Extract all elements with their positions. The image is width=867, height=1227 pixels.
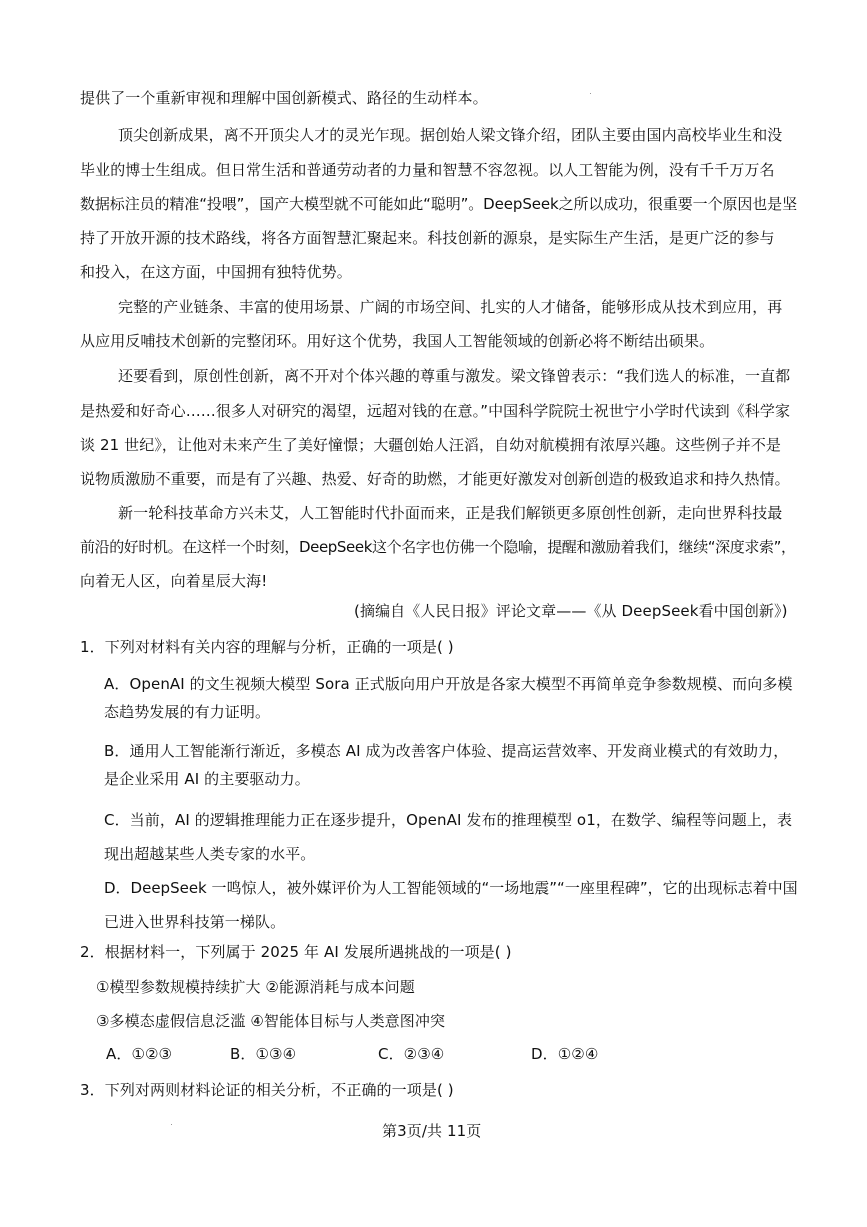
paragraph-line: 顶尖创新成果，离不开顶尖人才的灵光乍现。据创始人梁文锋介绍，团队主要由国内高校毕业生和没	[118, 126, 783, 144]
paragraph-line: 还要看到，原创性创新，离不开对个体兴趣的尊重与激发。梁文锋曾表示：“我们选人的标准，一直都	[118, 367, 791, 385]
q2-items-row-2: ③多模态虚假信息泛滥 ④智能体目标与人类意图冲突	[96, 1012, 446, 1030]
q2-choice-a: A．①②③	[106, 1045, 173, 1063]
q2-items-row-1: ①模型参数规模持续扩大 ②能源消耗与成本问题	[96, 978, 415, 996]
q2-choice-d: D．①②④	[531, 1045, 599, 1063]
q1-option-b-cont: 是企业采用 AI 的主要驱动力。	[104, 770, 310, 788]
question-1-stem: 1．下列对材料有关内容的理解与分析，正确的一项是( )	[80, 638, 454, 656]
scan-speck	[171, 1124, 172, 1125]
paragraph-line: 谈 21 世纪》，让他对未来产生了美好憧憬；大疆创始人汪滔，自幼对航模拥有浓厚兴趣。这些例子并不是	[80, 436, 782, 454]
paragraph-line: 新一轮科技革命方兴未艾，人工智能时代扑面而来，正是我们解锁更多原创性创新，走向世界科技最	[118, 504, 783, 522]
paragraph-line: 毕业的博士生组成。但日常生活和普通劳动者的力量和智慧不容忽视。以人工智能为例，没有千千万万名	[80, 161, 775, 179]
paragraph-line: 向着无人区，向着星辰大海!	[80, 572, 268, 590]
scan-speck	[590, 93, 591, 94]
paragraph-line: 前沿的好时机。在这样一个时刻，DeepSeek这个名字也仿佛一个隐喻，提醒和激励着我们，继续“深度求索”，	[80, 538, 796, 556]
paragraph-line: 从应用反哺技术创新的完整闭环。用好这个优势，我国人工智能领域的创新必将不断结出硕果。	[80, 332, 715, 350]
q2-choice-c: C．②③④	[378, 1045, 445, 1063]
question-2-stem: 2．根据材料一，下列属于 2025 年 AI 发展所遇挑战的一项是( )	[80, 943, 512, 961]
q1-option-b: B．通用人工智能渐行渐近，多模态 AI 成为改善客户体验、提高运营效率、开发商业模式的有效助力，	[104, 742, 789, 760]
paragraph-line: 是热爱和好奇心……很多人对研究的渴望，远超对钱的在意。”中国科学院院士祝世宁小学时代读到《科学家	[80, 402, 791, 420]
q1-option-c-cont: 现出超越某些人类专家的水平。	[104, 845, 316, 863]
page-number: 第3页/共 11页	[382, 1122, 482, 1140]
q1-option-d: D．DeepSeek 一鸣惊人，被外媒评价为人工智能领域的“一场地震”“一座里程碑”，它的出现标志着中国	[104, 879, 798, 897]
paragraph-line: 提供了一个重新审视和理解中国创新模式、路径的生动样本。	[80, 89, 488, 107]
source-citation: (摘编自《人民日报》评论文章——《从 DeepSeek看中国创新》)	[354, 602, 788, 620]
q1-option-c: C．当前，AI 的逻辑推理能力正在逐步提升，OpenAI 发布的推理模型 o1，在数学、编程等问题上，表	[104, 811, 793, 829]
q1-option-a: A．OpenAI 的文生视频大模型 Sora 正式版向用户开放是各家大模型不再简单竞争参数规模、而向多模	[104, 675, 793, 693]
paragraph-line: 完整的产业链条、丰富的使用场景、广阔的市场空间、扎实的人才储备，能够形成从技术到应用，再	[118, 298, 783, 316]
q1-option-a-cont: 态趋势发展的有力证明。	[104, 703, 271, 721]
paragraph-line: 和投入，在这方面，中国拥有独特优势。	[80, 263, 352, 281]
paragraph-line: 说物质激励不重要，而是有了兴趣、热爱、好奇的助燃，才能更好激发对创新创造的极致追求和持久热情。	[80, 470, 790, 488]
paragraph-line: 持了开放开源的技术路线，将各方面智慧汇聚起来。科技创新的源泉，是实际生产生活，是更广泛的参与	[80, 229, 775, 247]
paragraph-line: 数据标注员的精准“投喂”，国产大模型就不可能如此“聪明”。DeepSeek之所以成功，很重要一个原因也是坚	[80, 195, 797, 213]
q1-option-d-cont: 已进入世界科技第一梯队。	[104, 913, 286, 931]
q2-choice-b: B．①③④	[230, 1045, 297, 1063]
question-3-stem: 3．下列对两则材料论证的相关分析，不正确的一项是( )	[80, 1081, 454, 1099]
